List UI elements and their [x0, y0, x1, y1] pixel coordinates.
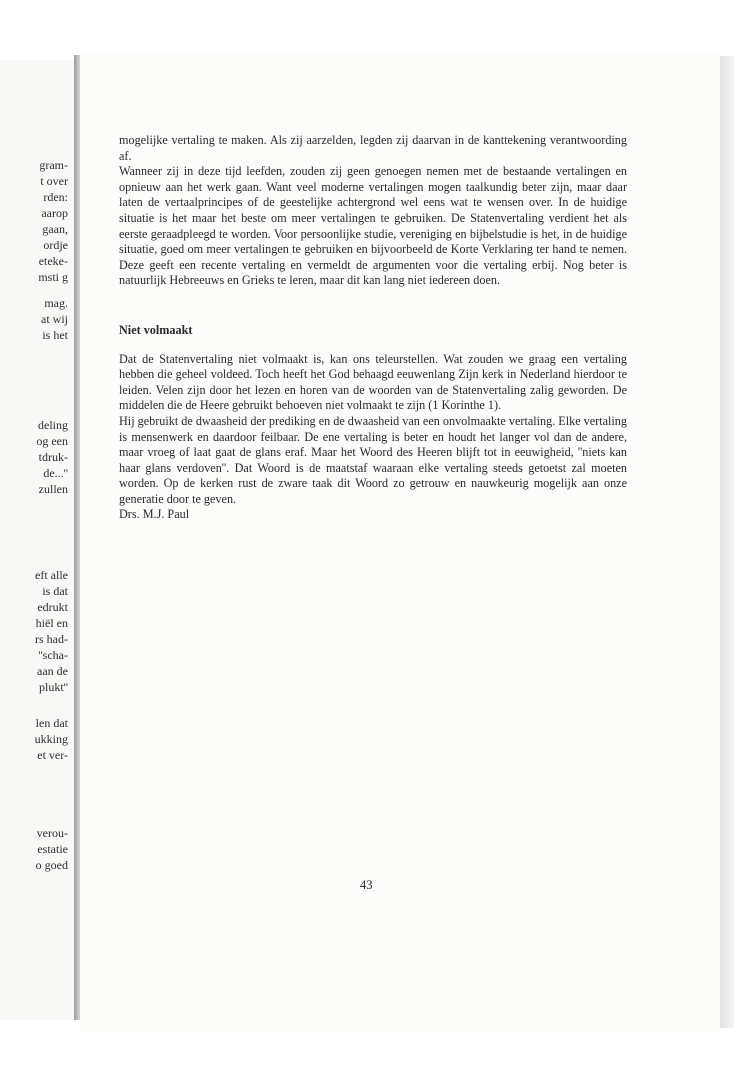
left-fragment: gram-: [39, 158, 68, 172]
left-page: [0, 60, 74, 1020]
page-edge: [720, 56, 734, 1028]
left-fragment: is het: [42, 328, 68, 342]
left-fragment: plukt'': [39, 680, 68, 694]
left-fragment: ordje: [43, 238, 68, 252]
left-fragment: at wij: [41, 312, 68, 326]
left-fragment: edrukt: [37, 600, 68, 614]
left-fragment: t over: [40, 174, 68, 188]
left-fragment: msti g: [38, 270, 68, 284]
left-fragment: rden:: [43, 190, 68, 204]
section-heading: Niet volmaakt: [119, 322, 193, 337]
article-body: [119, 133, 627, 523]
left-fragment: len dat: [35, 716, 68, 730]
left-fragment: rs had-: [35, 632, 68, 646]
left-fragment: aarop: [41, 206, 68, 220]
left-fragment: mag.: [44, 296, 68, 310]
left-fragment: eft alle: [35, 568, 68, 582]
left-fragment: estatie: [37, 842, 68, 856]
left-fragment: verou-: [36, 826, 68, 840]
paragraph: Wanneer zij in deze tijd leefden, zouden zij geen genoegen nemen met de bestaande vertalingen en opnieuw aan het werk gaan. Want veel moderne vertalingen mogen taalkundig beter zijn, maar daar laten de vertaalprincipes of de geestelijke achtergrond wel eens wat te wensen over. In de huidige situatie is het maar het beste om meer vertalingen te gebruiken. De Statenvertaling verdient het als eerste geraadpleegd te worden. Voor persoonlijke studie, vereniging en bijbelstudie is het, in de huidige situatie, goed om meer vertalingen te gebruiken en bijvoorbeeld de Korte Verklaring ter hand te nemen. Deze geeft een recente vertaling en vermeldt de argumenten voor die vertaling erbij. Nog beter is natuurlijk Hebreeuws en Grieks te leren, maar dit kan lang niet iedereen doen.: [119, 164, 627, 288]
left-fragment: og een: [36, 434, 68, 448]
paragraph: mogelijke vertaling te maken. Als zij aarzelden, legden zij daarvan in de kanttekening verantwoording af.: [119, 133, 627, 163]
left-fragment: is dat: [42, 584, 68, 598]
left-fragment: de...'': [43, 466, 68, 480]
left-fragment: eteke-: [38, 254, 68, 268]
left-fragment: ukking: [34, 732, 68, 746]
left-fragment: aan de: [37, 664, 68, 678]
left-fragment: tdruk-: [38, 450, 68, 464]
left-fragment: zullen: [38, 482, 68, 496]
paragraph: Dat de Statenvertaling niet volmaakt is, kan ons teleurstellen. Wat zouden we graag een vertaling hebben die geheel voldeed. Toch heeft het God behaagd eeuwenlang Zijn kerk in Nederland hierdoor te leiden. Velen zijn door het lezen en horen van de woorden van de Statenvertaling zalig geworden. De middelen die de Heere gebruikt behoeven niet volmaakt te zijn (1 Korinthe 1).: [119, 351, 627, 413]
left-fragment: gaan,: [42, 222, 68, 236]
author-signature: Drs. M.J. Paul: [119, 507, 190, 522]
paragraph: Hij gebruikt de dwaasheid der prediking en de dwaasheid van een onvolmaakte vertaling. Elke vertaling is mensenwerk en daardoor feilbaar. De ene vertaling is beter en houdt het langer vol dan de andere, maar vroeg of laat gaat de glans eraf. Maar het Woord des Heeren blijft tot in eeuwigheid, ''niets kan haar glans verdoven''. Dat Woord is de maatstaf waaraan elke vertaling steeds getoetst zal moeten worden. Op de kerken rust de zware taak dit Woord zo getrouw en nauwkeurig mogelijk aan onze generatie door te geven.: [119, 413, 627, 506]
left-fragment: ''scha-: [38, 648, 68, 662]
left-fragment: deling: [38, 418, 68, 432]
left-fragment: o goed: [35, 858, 68, 872]
left-fragment: hiël en: [35, 616, 68, 630]
page-number: 43: [360, 878, 373, 892]
left-fragment: et ver-: [37, 748, 68, 762]
